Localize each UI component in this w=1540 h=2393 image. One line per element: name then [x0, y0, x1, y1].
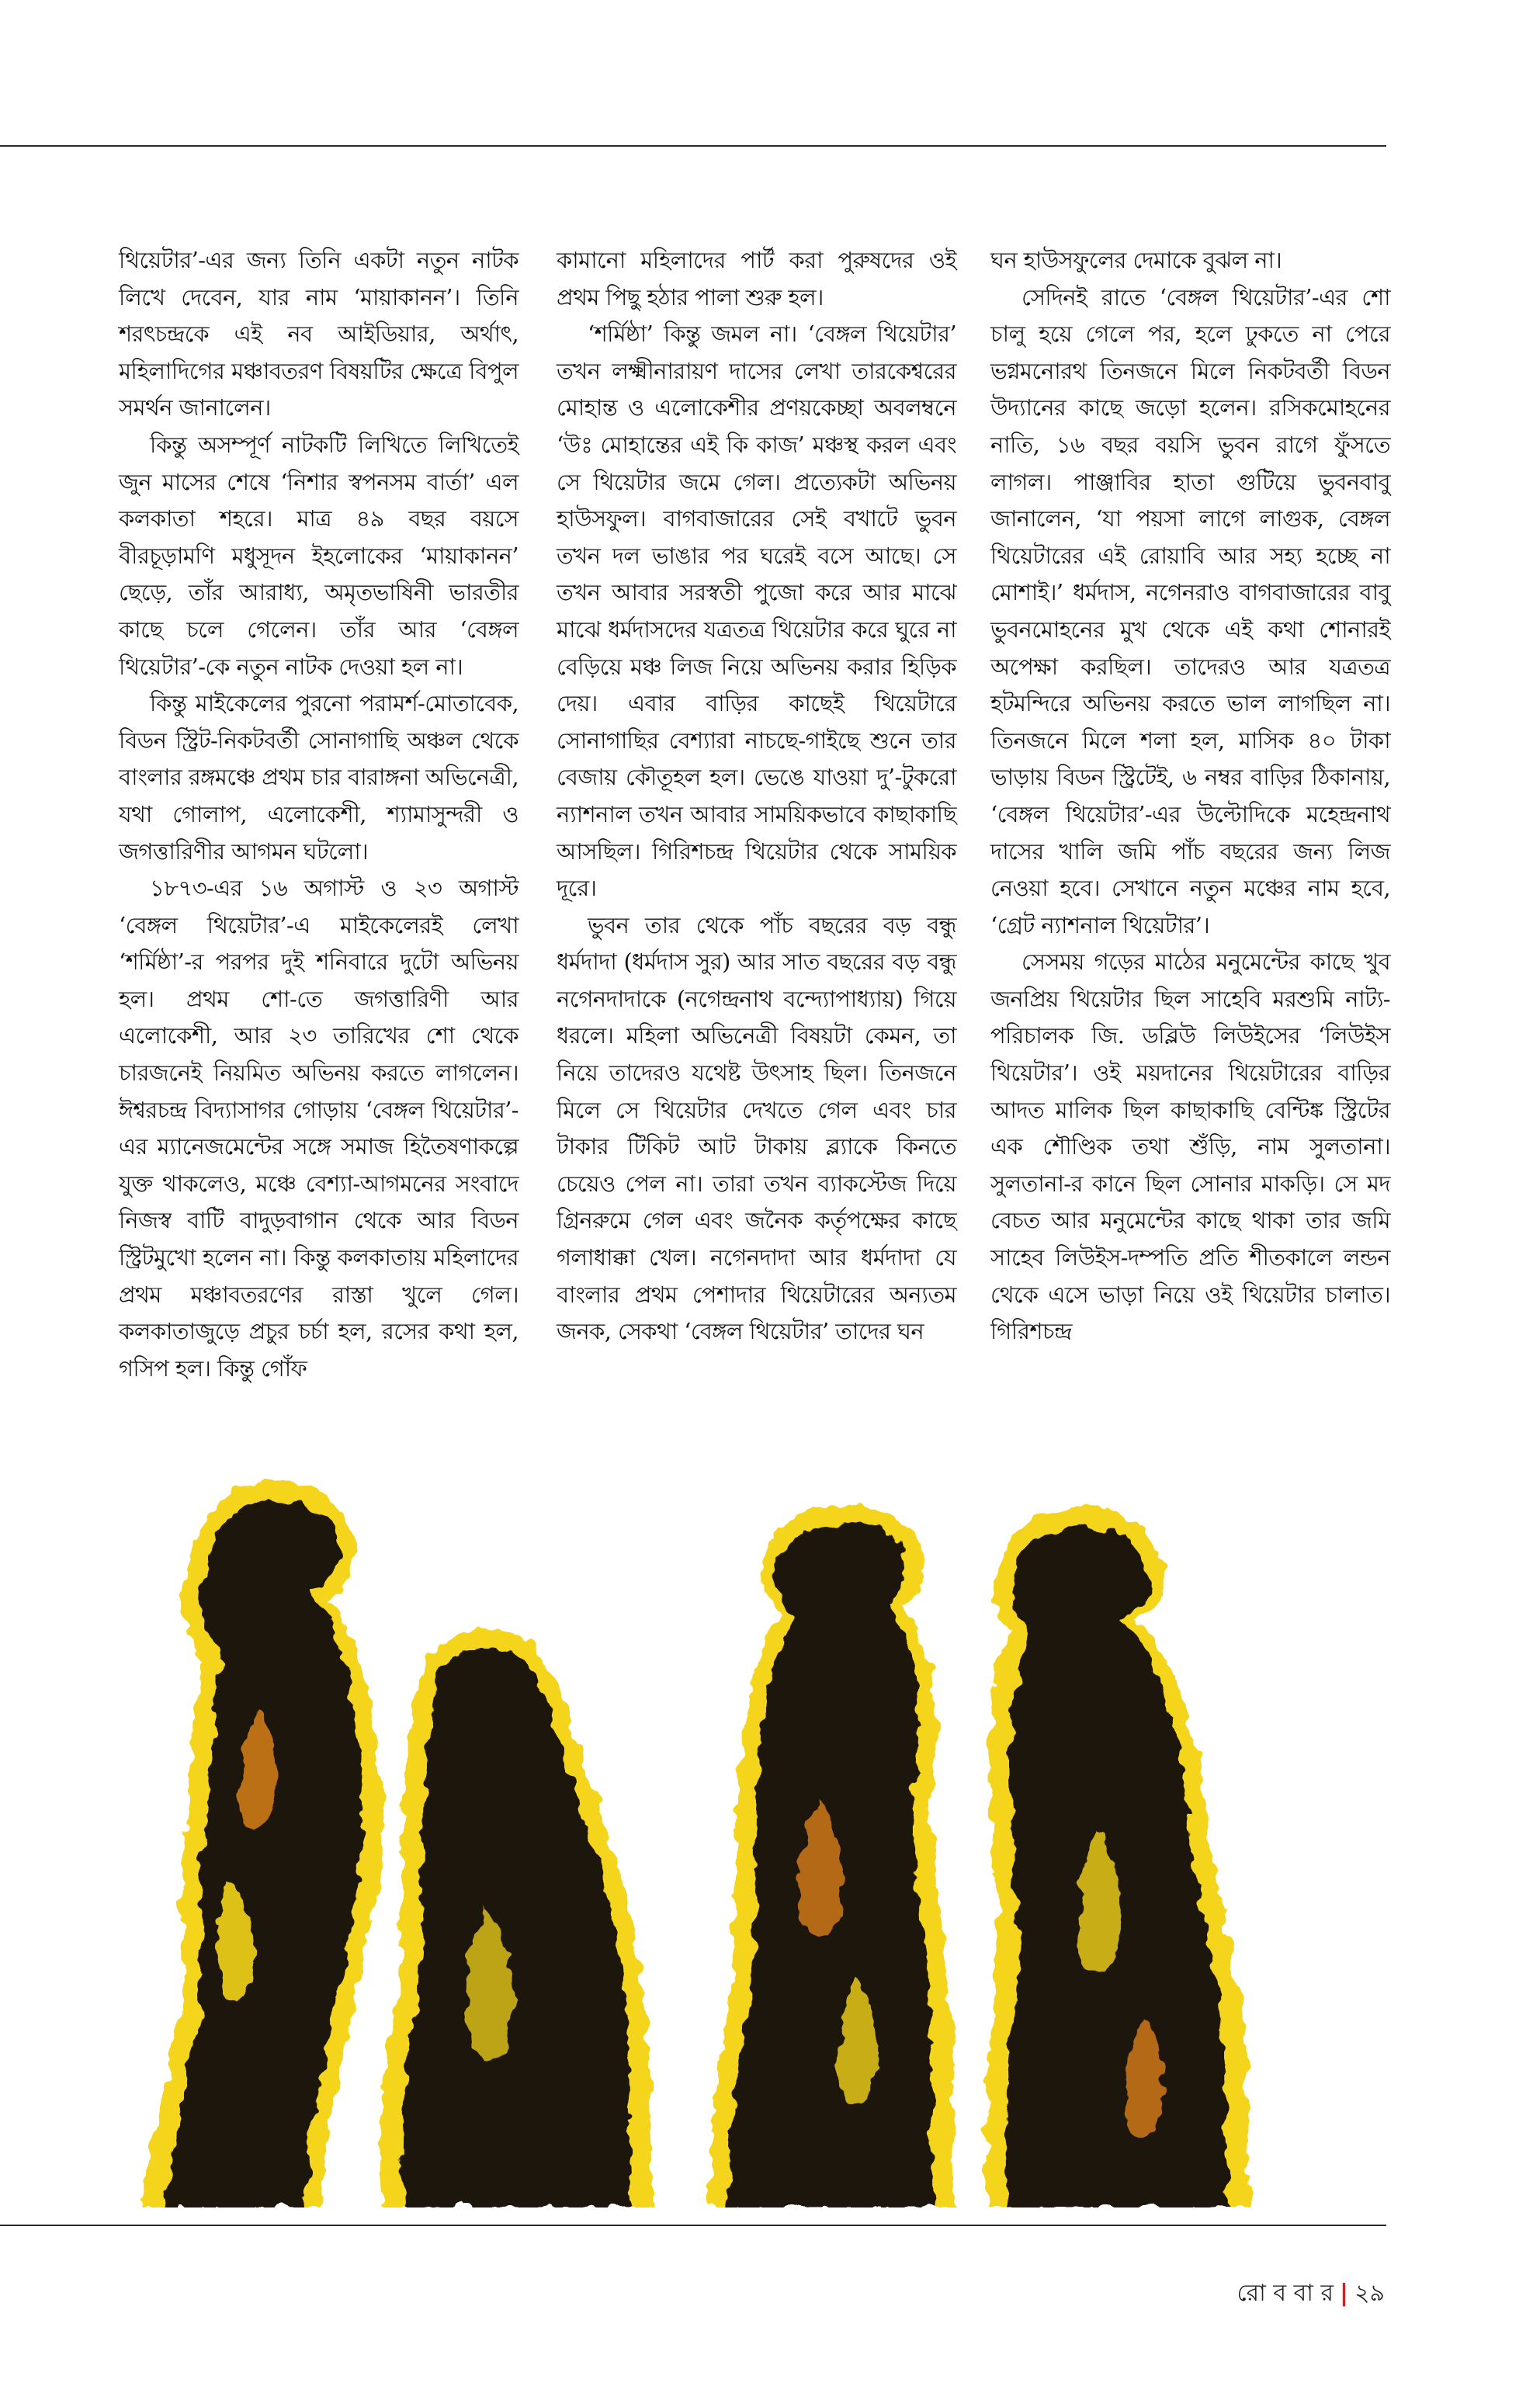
- paragraph: ঘন হাউসফুলের দেমাকে বুঝল না।: [990, 247, 1282, 273]
- bottom-rule: [0, 2225, 1386, 2226]
- silhouette-figure-1: [142, 1483, 383, 2207]
- silhouette-figure-3: [709, 1505, 957, 2207]
- paragraph: কিন্তু মাইকেলের পুরনো পরামর্শ-মোতাবেক, বিডন স্ট্রিট-নিকটবর্তী সোনাগাছি অঞ্চল থেকে বাংলার রঙ্গমঞ্চে প্রথম চার বারাঙ্গনা অভিনেত্রী, যথা গোলাপ, এলোকেশী, শ্যামাসুন্দরী ও জগত্তারিণীর আগমন ঘটলো।: [119, 690, 519, 865]
- page-number: ২৯: [1354, 2280, 1385, 2307]
- text-column-2: [557, 242, 956, 1351]
- text-column-1: [119, 242, 519, 1387]
- magazine-name: রো ব বা র: [1237, 2280, 1334, 2307]
- text-column-3: [990, 242, 1390, 1351]
- paragraph: থিয়েটার’-এর জন্য তিনি একটা নতুন নাটক লিখে দেবেন, যার নাম ‘মায়াকানন’। তিনি শরৎচন্দ্রকে এই নব আইডিয়ার, অর্থাৎ, মহিলাদিগের মঞ্চাবতরণ বিষয়টির ক্ষেত্রে বিপুল সমর্থন জানালেন।: [119, 247, 519, 421]
- top-rule: [0, 145, 1386, 147]
- women-silhouettes-illustration: [119, 1475, 1386, 2207]
- paragraph: ‘শর্মিষ্ঠা’ কিন্তু জমল না। ‘বেঙ্গল থিয়েটার’ তখন লক্ষ্মীনারায়ণ দাসের লেখা তারকেশ্বরের মোহান্ত ও এলোকেশীর প্রণয়কেচ্ছা অবলম্বনে ‘উঃ মোহান্তের এই কি কাজ’ মঞ্চস্থ করল এবং সে থিয়েটার জমে গেল। প্রত্যেকটা অভিনয় হাউসফুল। বাগবাজারের সেই বখাটে ভুবন তখন দল ভাঙার পর ঘরেই বসে আছে। সে তখন আবার সরস্বতী পুজো করে আর মাঝে মাঝে ধর্মদাসদের যত্রতত্র থিয়েটার করে ঘুরে না বেড়িয়ে মঞ্চ লিজ নিয়ে অভিনয় করার হিড়িক দেয়। এবার বাড়ির কাছেই থিয়েটারে সোনাগাছির বেশ্যারা নাচছে-গাইছে শুনে তার বেজায় কৌতূহল হল। ভেঙে যাওয়া দু’-টুকরো ন্যাশনাল তখন আবার সাময়িকভাবে কাছাকাছি আসছিল। গিরিশচন্দ্র থিয়েটার থেকে সাময়িক দূরে।: [557, 321, 956, 902]
- footer-separator: |: [1340, 2280, 1349, 2307]
- silhouette-figure-4: [985, 1507, 1252, 2207]
- paragraph: ভুবন তার থেকে পাঁচ বছরের বড় বন্ধু ধর্মদাদা (ধর্মদাস সুর) আর সাত বছরের বড় বন্ধু নগেনদাদাকে (নগেন্দ্রনাথ বন্দ্যোপাধ্যায়) গিয়ে ধরলে। মহিলা অভিনেত্রী বিষয়টা কেমন, তা নিয়ে তাদেরও যথেষ্ট উৎসাহ ছিল। তিনজনে মিলে সে থিয়েটার দেখতে গেল এবং চার টাকার টিকিট আট টাকায় ব্ল্যাকে কিনতে চেয়েও পেল না। তারা তখন ব্যাকস্টেজ দিয়ে গ্রিনরুমে গেল এবং জনৈক কর্তৃপক্ষের কাছে গলাধাক্কা খেল। নগেনদাদা আর ধর্মদাদা যে বাংলার প্রথম পেশাদার থিয়েটারের অন্যতম জনক, সেকথা ‘বেঙ্গল থিয়েটার’ তাদের ঘন: [557, 911, 956, 1345]
- paragraph: সেসময় গড়ের মাঠের মনুমেন্টের কাছে খুব জনপ্রিয় থিয়েটার ছিল সাহেবি মরশুমি নাট্য-পরিচালক জি. ডব্লিউ লিউইসের ‘লিউইস থিয়েটার’। ওই ময়দানের থিয়েটারের বাড়ির আদত মালিক ছিল কাছাকাছি বেন্টিঙ্ক স্ট্রিটের এক শৌণ্ডিক তথা শুঁড়ি, নাম সুলতানা। সুলতানা-র কানে ছিল সোনার মাকড়ি। সে মদ বেচত আর মনুমেন্টের কাছে থাকা তার জমি সাহেব লিউইস-দম্পতি প্রতি শীতকালে লন্ডন থেকে এসে ভাড়া নিয়ে ওই থিয়েটার চালাত। গিরিশচন্দ্র: [990, 949, 1390, 1345]
- silhouette-figure-2: [380, 1629, 654, 2207]
- paragraph: সেদিনই রাতে ‘বেঙ্গল থিয়েটার’-এর শো চালু হয়ে গেলে পর, হলে ঢুকতে না পেরে ভগ্নমনোরথ তিনজনে মিলে নিকটবর্তী বিডন উদ্যানের কাছে জড়ো হলেন। রসিকমোহনের নাতি, ১৬ বছর বয়সি ভুবন রাগে ফুঁসতে লাগল। পাঞ্জাবির হাতা গুটিয়ে ভুবনবাবু জানালেন, ‘যা পয়সা লাগে লাগুক, বেঙ্গল থিয়েটারের এই রোয়াবি আর সহ্য হচ্ছে না মোশাই।’ ধর্মদাস, নগেনরাও বাগবাজারের বাবু ভুবনমোহনের মুখ থেকে এই কথা শোনারই অপেক্ষা করছিল। তাদেরও আর যত্রতত্র হটমন্দিরে অভিনয় করতে ভাল লাগছিল না। তিনজনে মিলে শলা হল, মাসিক ৪০ টাকা ভাড়ায় বিডন স্ট্রিটেই, ৬ নম্বর বাড়ির ঠিকানায়, ‘বেঙ্গল থিয়েটার’-এর উল্টোদিকে মহেন্দ্রনাথ দাসের খালি জমি পাঁচ বছরের জন্য লিজ নেওয়া হবে। সেখানে নতুন মঞ্চের নাম হবে, ‘গ্রেট ন্যাশনাল থিয়েটার’।: [990, 283, 1390, 938]
- page-footer: [1237, 2274, 1385, 2314]
- illustration-svg: [119, 1475, 1386, 2207]
- paragraph: কিন্তু অসম্পূর্ণ নাটকটি লিখিতে লিখিতেই জুন মাসের শেষে ‘নিশার স্বপনসম বার্তা’ এল কলকাতা শহরে। মাত্র ৪৯ বছর বয়সে বীরচূড়ামণি মধুসূদন ইহলোকের ‘মায়াকানন’ ছেড়ে, তাঁর আরাধ্য, অমৃতভাষিনী ভারতীর কাছে চলে গেলেন। তাঁর আর ‘বেঙ্গল থিয়েটার’-কে নতুন নাটক দেওয়া হল না।: [119, 431, 519, 680]
- paragraph: ১৮৭৩-এর ১৬ অগাস্ট ও ২৩ অগাস্ট ‘বেঙ্গল থিয়েটার’-এ মাইকেলেরই লেখা ‘শর্মিষ্ঠা’-র পরপর দুই শনিবারে দুটো অভিনয় হল। প্রথম শো-তে জগত্তারিণী আর এলোকেশী, আর ২৩ তারিখের শো থেকে চারজনেই নিয়মিত অভিনয় করতে লাগলেন। ঈশ্বরচন্দ্র বিদ্যাসাগর গোড়ায় ‘বেঙ্গল থিয়েটার’-এর ম্যানেজমেন্টের সঙ্গে সমাজ হিতৈষণাকল্পে যুক্ত থাকলেও, মঞ্চে বেশ্যা-আগমনের সংবাদে নিজস্ব বাটি বাদুড়বাগান থেকে আর বিডন স্ট্রিটমুখো হলেন না। কিন্তু কলকাতায় মহিলাদের প্রথম মঞ্চাবতরণের রাস্তা খুলে গেল। কলকাতাজুড়ে প্রচুর চর্চা হল, রসের কথা হল, গসিপ হল। কিন্তু গোঁফ: [119, 875, 519, 1382]
- paragraph: কামানো মহিলাদের পার্ট করা পুরুষদের ওই প্রথম পিছু হঠার পালা শুরু হল।: [557, 247, 956, 310]
